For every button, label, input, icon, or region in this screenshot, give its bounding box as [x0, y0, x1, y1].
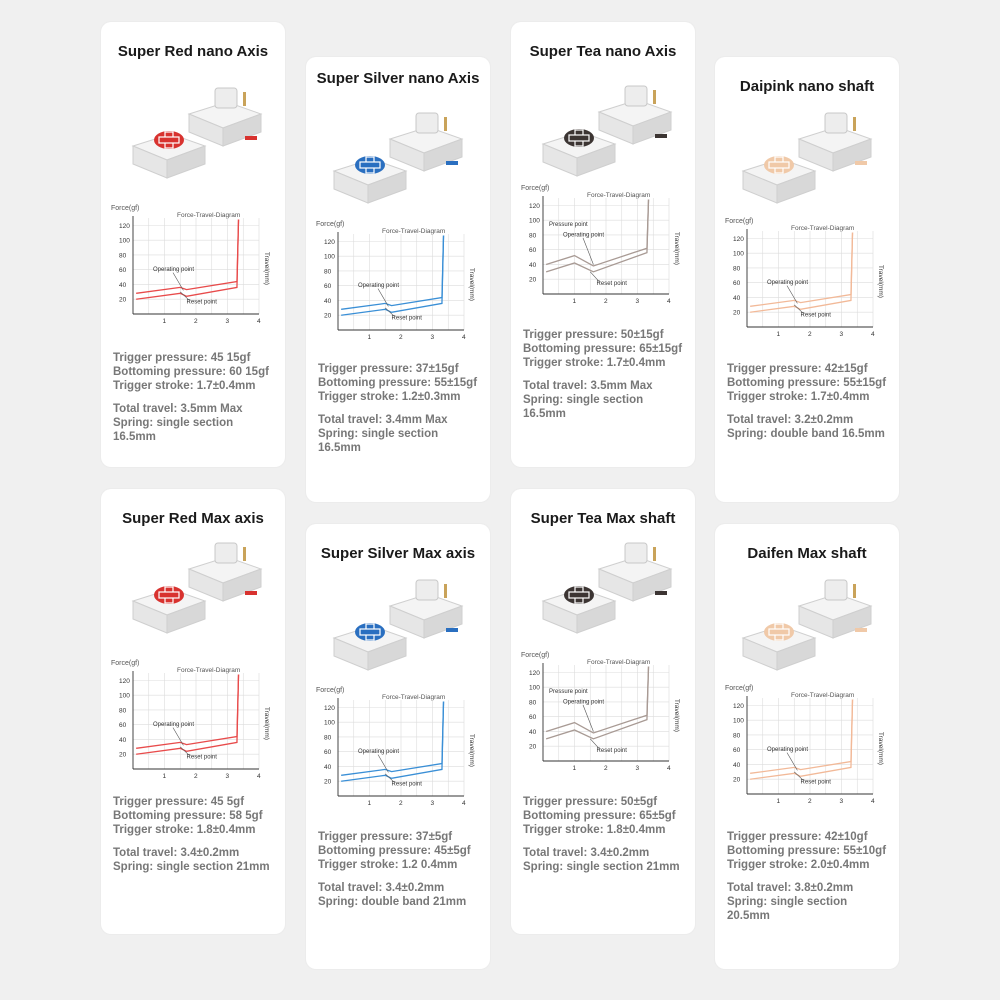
- force-travel-diagram: [312, 210, 482, 350]
- force-travel-diagram: [517, 174, 687, 314]
- bottoming-pressure: Bottoming pressure: 58 5gf: [113, 810, 263, 822]
- x-tick-label: 1: [776, 798, 781, 805]
- trigger-pressure: Trigger pressure: 45 15gf: [113, 352, 251, 364]
- spec-list: [113, 351, 278, 444]
- operating-point-label: Operating point: [767, 280, 809, 287]
- force-axis-label: Force(gf): [725, 218, 754, 225]
- trigger-pressure: Trigger pressure: 45 5gf: [113, 796, 245, 808]
- y-tick-label: 100: [324, 253, 335, 261]
- x-tick-label: 3: [635, 298, 640, 305]
- trigger-stroke: Trigger stroke: 1.7±0.4mm: [113, 380, 256, 392]
- y-tick-label: 60: [324, 283, 332, 291]
- trigger-stroke: Trigger stroke: 1.7±0.4mm: [523, 357, 666, 369]
- annotation-leader: [590, 272, 599, 282]
- x-tick-label: 2: [399, 800, 403, 807]
- spec-list: [523, 795, 688, 874]
- y-tick-label: 60: [529, 247, 537, 255]
- x-tick-label: 3: [430, 800, 435, 807]
- switch-card: [306, 57, 490, 502]
- y-tick-label: 100: [733, 250, 744, 258]
- bottoming-pressure: Bottoming pressure: 45±5gf: [318, 845, 471, 857]
- y-tick-label: 20: [119, 296, 127, 304]
- y-tick-label: 40: [733, 294, 741, 302]
- x-tick-label: 2: [194, 318, 198, 325]
- x-tick-label: 1: [572, 298, 577, 305]
- x-tick-label: 1: [776, 331, 781, 338]
- y-tick-label: 80: [119, 707, 127, 715]
- spec-list: [113, 795, 278, 874]
- force-axis-label: Force(gf): [725, 685, 754, 692]
- trigger-stroke: Trigger stroke: 1.7±0.4mm: [727, 391, 870, 403]
- x-tick-label: 4: [257, 318, 261, 325]
- bottoming-pressure: Bottoming pressure: 65±15gf: [523, 343, 683, 355]
- reset-point-label: Reset point: [596, 281, 627, 288]
- x-tick-label: 4: [871, 331, 875, 338]
- card-title: Super Red nano Axis: [117, 43, 269, 60]
- pressure-point-label: Pressure point: [549, 222, 588, 229]
- total-travel: Total travel: 3.2±0.2mm: [727, 414, 854, 426]
- total-travel: Total travel: 3.4±0.2mm: [523, 847, 650, 859]
- diagram-title: Force-Travel-Diagram: [177, 667, 241, 674]
- y-tick-label: 40: [324, 297, 332, 305]
- trigger-pressure: Trigger pressure: 42±10gf: [727, 831, 868, 843]
- y-tick-label: 80: [733, 732, 741, 740]
- switch-card: [101, 22, 285, 467]
- switch-card: [715, 57, 899, 502]
- y-tick-label: 80: [119, 252, 127, 260]
- total-travel: Total travel: 3.5mm Max: [523, 380, 653, 392]
- reset-point-label: Reset point: [391, 315, 422, 322]
- operating-point-label: Operating point: [767, 747, 809, 754]
- travel-axis-label: Travel(mm): [877, 265, 884, 298]
- force-curve: [750, 699, 852, 779]
- force-curve: [136, 674, 238, 754]
- y-tick-label: 80: [733, 265, 741, 273]
- x-tick-label: 2: [399, 334, 403, 341]
- switch-photo: [511, 539, 695, 649]
- card-title: Daifen Max shaft: [747, 545, 867, 562]
- y-tick-label: 20: [733, 776, 741, 784]
- reset-point-label: Reset point: [800, 312, 831, 319]
- y-tick-label: 80: [529, 699, 537, 707]
- switch-front-icon: [334, 623, 406, 670]
- trigger-pressure: Trigger pressure: 42±15gf: [727, 363, 868, 375]
- switch-back-icon: [799, 580, 871, 638]
- switch-front-icon: [743, 156, 815, 203]
- y-tick-label: 120: [733, 702, 744, 710]
- force-axis-label: Force(gf): [316, 221, 345, 228]
- trigger-pressure: Trigger pressure: 50±5gf: [523, 796, 658, 808]
- x-tick-label: 3: [225, 773, 230, 780]
- x-tick-label: 1: [367, 800, 372, 807]
- total-travel: Total travel: 3.4±0.2mm: [113, 847, 240, 859]
- x-tick-label: 2: [604, 298, 608, 305]
- switch-photo: [715, 109, 899, 219]
- total-travel: Total travel: 3.5mm Max: [113, 403, 243, 415]
- pressure-point-label: Pressure point: [549, 689, 588, 696]
- force-travel-diagram: [517, 641, 687, 781]
- bottoming-pressure: Bottoming pressure: 65±5gf: [523, 810, 676, 822]
- travel-axis-label: Travel(mm): [673, 232, 680, 265]
- y-tick-label: 40: [529, 728, 537, 736]
- switch-card: [511, 22, 695, 467]
- travel-axis-label: Travel(mm): [468, 734, 475, 767]
- spring: Spring: single section 16.5mm: [113, 417, 234, 443]
- trigger-stroke: Trigger stroke: 1.2±0.3mm: [318, 391, 461, 403]
- card-title: Super Red Max axis: [122, 510, 264, 527]
- force-travel-diagram: [312, 676, 482, 816]
- y-tick-label: 120: [119, 677, 130, 685]
- trigger-stroke: Trigger stroke: 1.8±0.4mm: [523, 824, 666, 836]
- switch-back-icon: [189, 88, 261, 146]
- switch-card: [306, 524, 490, 969]
- x-tick-label: 1: [162, 773, 167, 780]
- trigger-pressure: Trigger pressure: 37±15gf: [318, 363, 459, 375]
- switch-back-icon: [599, 543, 671, 601]
- y-tick-label: 60: [529, 714, 537, 722]
- operating-point-label: Operating point: [358, 749, 400, 756]
- bottoming-pressure: Bottoming pressure: 60 15gf: [113, 366, 269, 378]
- travel-axis-label: Travel(mm): [263, 252, 270, 285]
- switch-photo: [306, 576, 490, 686]
- x-tick-label: 4: [871, 798, 875, 805]
- switch-front-icon: [133, 586, 205, 633]
- y-tick-label: 60: [733, 280, 741, 288]
- y-tick-label: 60: [733, 747, 741, 755]
- x-tick-label: 3: [839, 331, 844, 338]
- y-tick-label: 80: [324, 268, 332, 276]
- switch-photo: [101, 539, 285, 649]
- total-travel: Total travel: 3.8±0.2mm: [727, 882, 854, 894]
- x-tick-label: 3: [225, 318, 230, 325]
- card-title: Daipink nano shaft: [739, 78, 875, 95]
- y-tick-label: 120: [119, 222, 130, 230]
- travel-axis-label: Travel(mm): [263, 707, 270, 740]
- diagram-title: Force-Travel-Diagram: [587, 192, 651, 199]
- x-tick-label: 3: [635, 765, 640, 772]
- reset-point-label: Reset point: [186, 299, 217, 306]
- diagram-title: Force-Travel-Diagram: [177, 212, 241, 219]
- x-tick-label: 4: [257, 773, 261, 780]
- bottoming-pressure: Bottoming pressure: 55±10gf: [727, 845, 887, 857]
- total-travel: Total travel: 3.4mm Max: [318, 414, 448, 426]
- switch-card: [511, 489, 695, 934]
- y-tick-label: 100: [324, 719, 335, 727]
- y-tick-label: 120: [733, 235, 744, 243]
- switch-back-icon: [799, 113, 871, 171]
- y-tick-label: 40: [119, 736, 127, 744]
- switch-photo: [306, 109, 490, 219]
- operating-point-label: Operating point: [563, 699, 605, 706]
- spec-list: [523, 328, 688, 421]
- switch-photo: [715, 576, 899, 686]
- diagram-title: Force-Travel-Diagram: [791, 225, 855, 232]
- force-travel-diagram: [721, 207, 891, 347]
- x-tick-label: 4: [462, 800, 466, 807]
- force-axis-label: Force(gf): [316, 687, 345, 694]
- x-tick-label: 2: [808, 331, 812, 338]
- force-axis-label: Force(gf): [521, 652, 550, 659]
- reset-point-label: Reset point: [186, 754, 217, 761]
- x-tick-label: 4: [667, 298, 671, 305]
- force-travel-diagram: [107, 649, 277, 789]
- spring: Spring: single section 16.5mm: [318, 428, 439, 454]
- x-tick-label: 1: [367, 334, 372, 341]
- y-tick-label: 40: [119, 281, 127, 289]
- y-tick-label: 120: [324, 704, 335, 712]
- force-curve: [136, 219, 238, 299]
- y-tick-label: 120: [324, 238, 335, 246]
- y-tick-label: 20: [529, 743, 537, 751]
- switch-back-icon: [390, 580, 462, 638]
- spec-list: [727, 830, 892, 923]
- y-tick-label: 20: [119, 751, 127, 759]
- card-title: Super Silver Max axis: [320, 545, 476, 562]
- spring: Spring: single section 21mm: [523, 861, 680, 873]
- total-travel: Total travel: 3.4±0.2mm: [318, 882, 445, 894]
- force-curve: [750, 699, 852, 773]
- switch-front-icon: [133, 131, 205, 178]
- y-tick-label: 40: [324, 763, 332, 771]
- force-curve: [750, 232, 852, 306]
- y-tick-label: 60: [119, 722, 127, 730]
- diagram-title: Force-Travel-Diagram: [382, 694, 446, 701]
- switch-front-icon: [543, 129, 615, 176]
- spring: Spring: single section 21mm: [113, 861, 270, 873]
- bottoming-pressure: Bottoming pressure: 55±15gf: [727, 377, 887, 389]
- y-tick-label: 100: [119, 692, 130, 700]
- switch-back-icon: [599, 86, 671, 144]
- force-axis-label: Force(gf): [521, 185, 550, 192]
- trigger-pressure: Trigger pressure: 37±5gf: [318, 831, 453, 843]
- switch-back-icon: [189, 543, 261, 601]
- y-tick-label: 100: [119, 237, 130, 245]
- x-tick-label: 4: [462, 334, 466, 341]
- operating-point-label: Operating point: [563, 232, 605, 239]
- x-tick-label: 1: [162, 318, 167, 325]
- trigger-stroke: Trigger stroke: 1.8±0.4mm: [113, 824, 256, 836]
- spec-list: [727, 362, 892, 441]
- spring: Spring: double band 16.5mm: [727, 428, 885, 440]
- card-title: Super Tea Max shaft: [530, 510, 676, 527]
- y-tick-label: 80: [324, 734, 332, 742]
- switch-card: [715, 524, 899, 969]
- travel-axis-label: Travel(mm): [877, 732, 884, 765]
- force-travel-diagram: [721, 674, 891, 814]
- y-tick-label: 100: [733, 717, 744, 725]
- y-tick-label: 20: [529, 276, 537, 284]
- diagram-title: Force-Travel-Diagram: [382, 228, 446, 235]
- y-tick-label: 20: [324, 778, 332, 786]
- force-curve: [341, 235, 443, 309]
- operating-point-label: Operating point: [358, 283, 400, 290]
- bottoming-pressure: Bottoming pressure: 55±15gf: [318, 377, 478, 389]
- y-tick-label: 100: [529, 217, 540, 225]
- reset-point-label: Reset point: [800, 779, 831, 786]
- y-tick-label: 60: [324, 749, 332, 757]
- switch-front-icon: [334, 156, 406, 203]
- x-tick-label: 2: [808, 798, 812, 805]
- x-tick-label: 1: [572, 765, 577, 772]
- x-tick-label: 4: [667, 765, 671, 772]
- x-tick-label: 2: [194, 773, 198, 780]
- switch-back-icon: [390, 113, 462, 171]
- y-tick-label: 120: [529, 669, 540, 677]
- y-tick-label: 20: [324, 312, 332, 320]
- card-title: Super Tea nano Axis: [529, 43, 677, 60]
- y-tick-label: 40: [733, 761, 741, 769]
- travel-axis-label: Travel(mm): [673, 699, 680, 732]
- force-curve: [750, 232, 852, 312]
- diagram-title: Force-Travel-Diagram: [587, 659, 651, 666]
- force-axis-label: Force(gf): [111, 660, 140, 667]
- force-curve: [341, 701, 443, 781]
- switch-photo: [101, 84, 285, 194]
- force-curve: [341, 701, 443, 775]
- force-curve: [341, 235, 443, 315]
- spec-list: [318, 830, 483, 909]
- y-tick-label: 100: [529, 684, 540, 692]
- x-tick-label: 3: [430, 334, 435, 341]
- card-title: Super Silver nano Axis: [316, 70, 480, 87]
- y-tick-label: 120: [529, 202, 540, 210]
- y-tick-label: 80: [529, 232, 537, 240]
- operating-point-label: Operating point: [153, 267, 195, 274]
- spring: Spring: single section 20.5mm: [727, 896, 848, 922]
- y-tick-label: 40: [529, 261, 537, 269]
- force-axis-label: Force(gf): [111, 205, 140, 212]
- trigger-stroke: Trigger stroke: 1.2 0.4mm: [318, 859, 458, 871]
- annotation-leader: [590, 739, 599, 749]
- force-travel-diagram: [107, 194, 277, 334]
- force-curve: [136, 674, 238, 748]
- reset-point-label: Reset point: [596, 748, 627, 755]
- y-tick-label: 60: [119, 267, 127, 275]
- switch-front-icon: [543, 586, 615, 633]
- spring: Spring: single section 16.5mm: [523, 394, 644, 420]
- spec-list: [318, 362, 483, 455]
- force-curve: [136, 219, 238, 293]
- operating-point-label: Operating point: [153, 722, 195, 729]
- switch-card: [101, 489, 285, 934]
- x-tick-label: 2: [604, 765, 608, 772]
- travel-axis-label: Travel(mm): [468, 268, 475, 301]
- diagram-title: Force-Travel-Diagram: [791, 692, 855, 699]
- y-tick-label: 20: [733, 309, 741, 317]
- x-tick-label: 3: [839, 798, 844, 805]
- trigger-pressure: Trigger pressure: 50±15gf: [523, 329, 664, 341]
- trigger-stroke: Trigger stroke: 2.0±0.4mm: [727, 859, 870, 871]
- spring: Spring: double band 21mm: [318, 896, 467, 908]
- reset-point-label: Reset point: [391, 781, 422, 788]
- switch-front-icon: [743, 623, 815, 670]
